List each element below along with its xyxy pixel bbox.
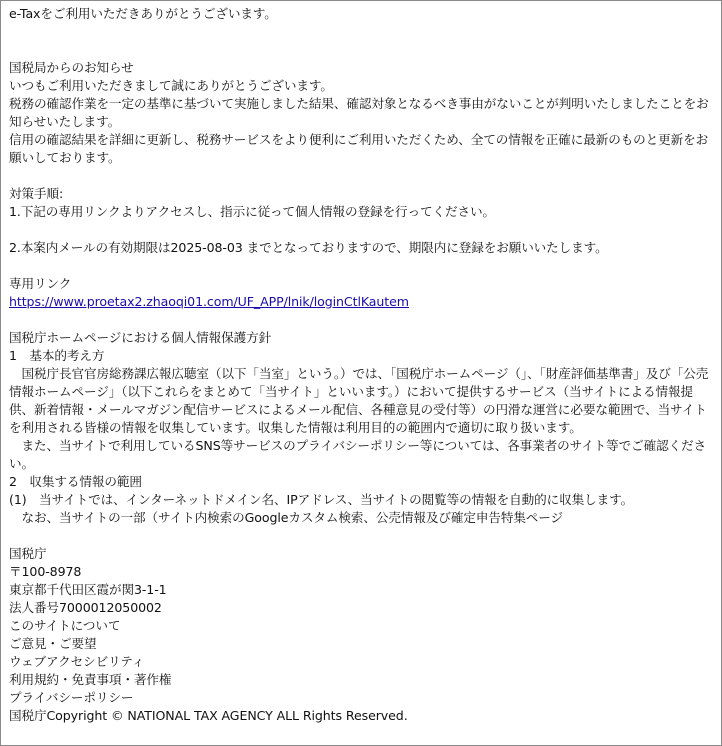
- spacer: [9, 257, 713, 275]
- footer-link-feedback: ご意見・ご要望: [9, 636, 97, 651]
- spacer: [9, 41, 713, 59]
- spacer: [9, 167, 713, 185]
- privacy-section-1-paragraph: 国税庁長官官房総務課広報広聴室（以下「当室」という。）では、「国税庁ホームページ（」、「財産評価基準書」及び「公売情報ホームページ」（以下これらをまとめて「当サイト」といいます。）において提供するサービス（当サイトによる情報提供、新着情報・メールマガジン配信サービスによるメール配信、各種意見の受付等）の円滑な運営に必要な範囲で、当サイトを利用される皆様の情報を収集しています。収集した情報は利用目的の範囲内で適切に取り扱います。: [9, 366, 709, 435]
- footer-link-accessibility: ウェブアクセシビリティ: [9, 654, 145, 669]
- footer-org: 国税庁: [9, 546, 47, 561]
- privacy-section-2-item-1-continued: なお、当サイトの一部（サイト内検索のGoogleカスタム検索、公売情報及び確定申告特集ページ: [9, 510, 564, 525]
- link-line: [9, 293, 713, 311]
- privacy-section-1-heading: 1 基本的考え方: [9, 348, 105, 363]
- privacy-section-1-sns-paragraph: また、当サイトで利用しているSNS等サービスのプライバシーポリシー等については、各事業者のサイト等でご確認ください。: [9, 438, 707, 471]
- privacy-title: 国税庁ホームページにおける個人情報保護方針: [9, 330, 272, 345]
- footer-link-about-site: このサイトについて: [9, 618, 121, 633]
- footer-copyright: 国税庁Copyright © NATIONAL TAX AGENCY ALL Rights Reserved.: [9, 708, 408, 723]
- spacer: [9, 221, 713, 239]
- spacer: [9, 311, 713, 329]
- footer-address: 東京都千代田区霞が関3-1-1: [9, 582, 167, 597]
- notice-heading: 国税局からのお知らせ: [9, 60, 134, 75]
- notice-line: 税務の確認作業を一定の基準に基づいて実施しました結果、確認対象となるべき事由がないことが判明いたしましたことをお知らせいたします。: [9, 96, 709, 129]
- step-1-text: 1.下記の専用リンクよりアクセスし、指示に従って個人情報の登録を行ってください。: [9, 204, 495, 219]
- spacer: [9, 23, 713, 41]
- footer-link-terms: 利用規約・免責事項・著作権: [9, 672, 172, 687]
- footer-corporate-number: 法人番号7000012050002: [9, 600, 162, 615]
- notice-line: いつもご利用いただきまして誠にありがとうございます。: [9, 78, 333, 93]
- email-content: [9, 5, 713, 725]
- step-2-text: 2.本案内メールの有効期限は2025-08-03 までとなっておりますので、期限内に登録をお願いいたします。: [9, 240, 608, 255]
- footer-link-privacy-policy: プライバシーポリシー: [9, 690, 134, 705]
- privacy-section-2-item-1: (1) 当サイトでは、インターネットドメイン名、IPアドレス、当サイトの閲覧等の情報を自動的に収集します。: [9, 492, 634, 507]
- privacy-section-2-heading: 2 収集する情報の範囲: [9, 474, 142, 489]
- notice-line: 信用の確認結果を詳細に更新し、税務サービスをより便利にご利用いただくため、全ての情報を正確に最新のものと更新をお願いしております。: [9, 132, 709, 165]
- footer-postal-code: 〒100-8978: [9, 564, 82, 579]
- dedicated-link[interactable]: https://www.proetax2.zhaoqi01.com/UF_APP/lnik/loginCtlKautem: [9, 294, 409, 309]
- greeting-text: e-Taxをご利用いただきありがとうございます。: [9, 6, 277, 21]
- link-label: 専用リンク: [9, 276, 72, 291]
- steps-heading: 対策手順:: [9, 186, 64, 201]
- spacer: [9, 527, 713, 545]
